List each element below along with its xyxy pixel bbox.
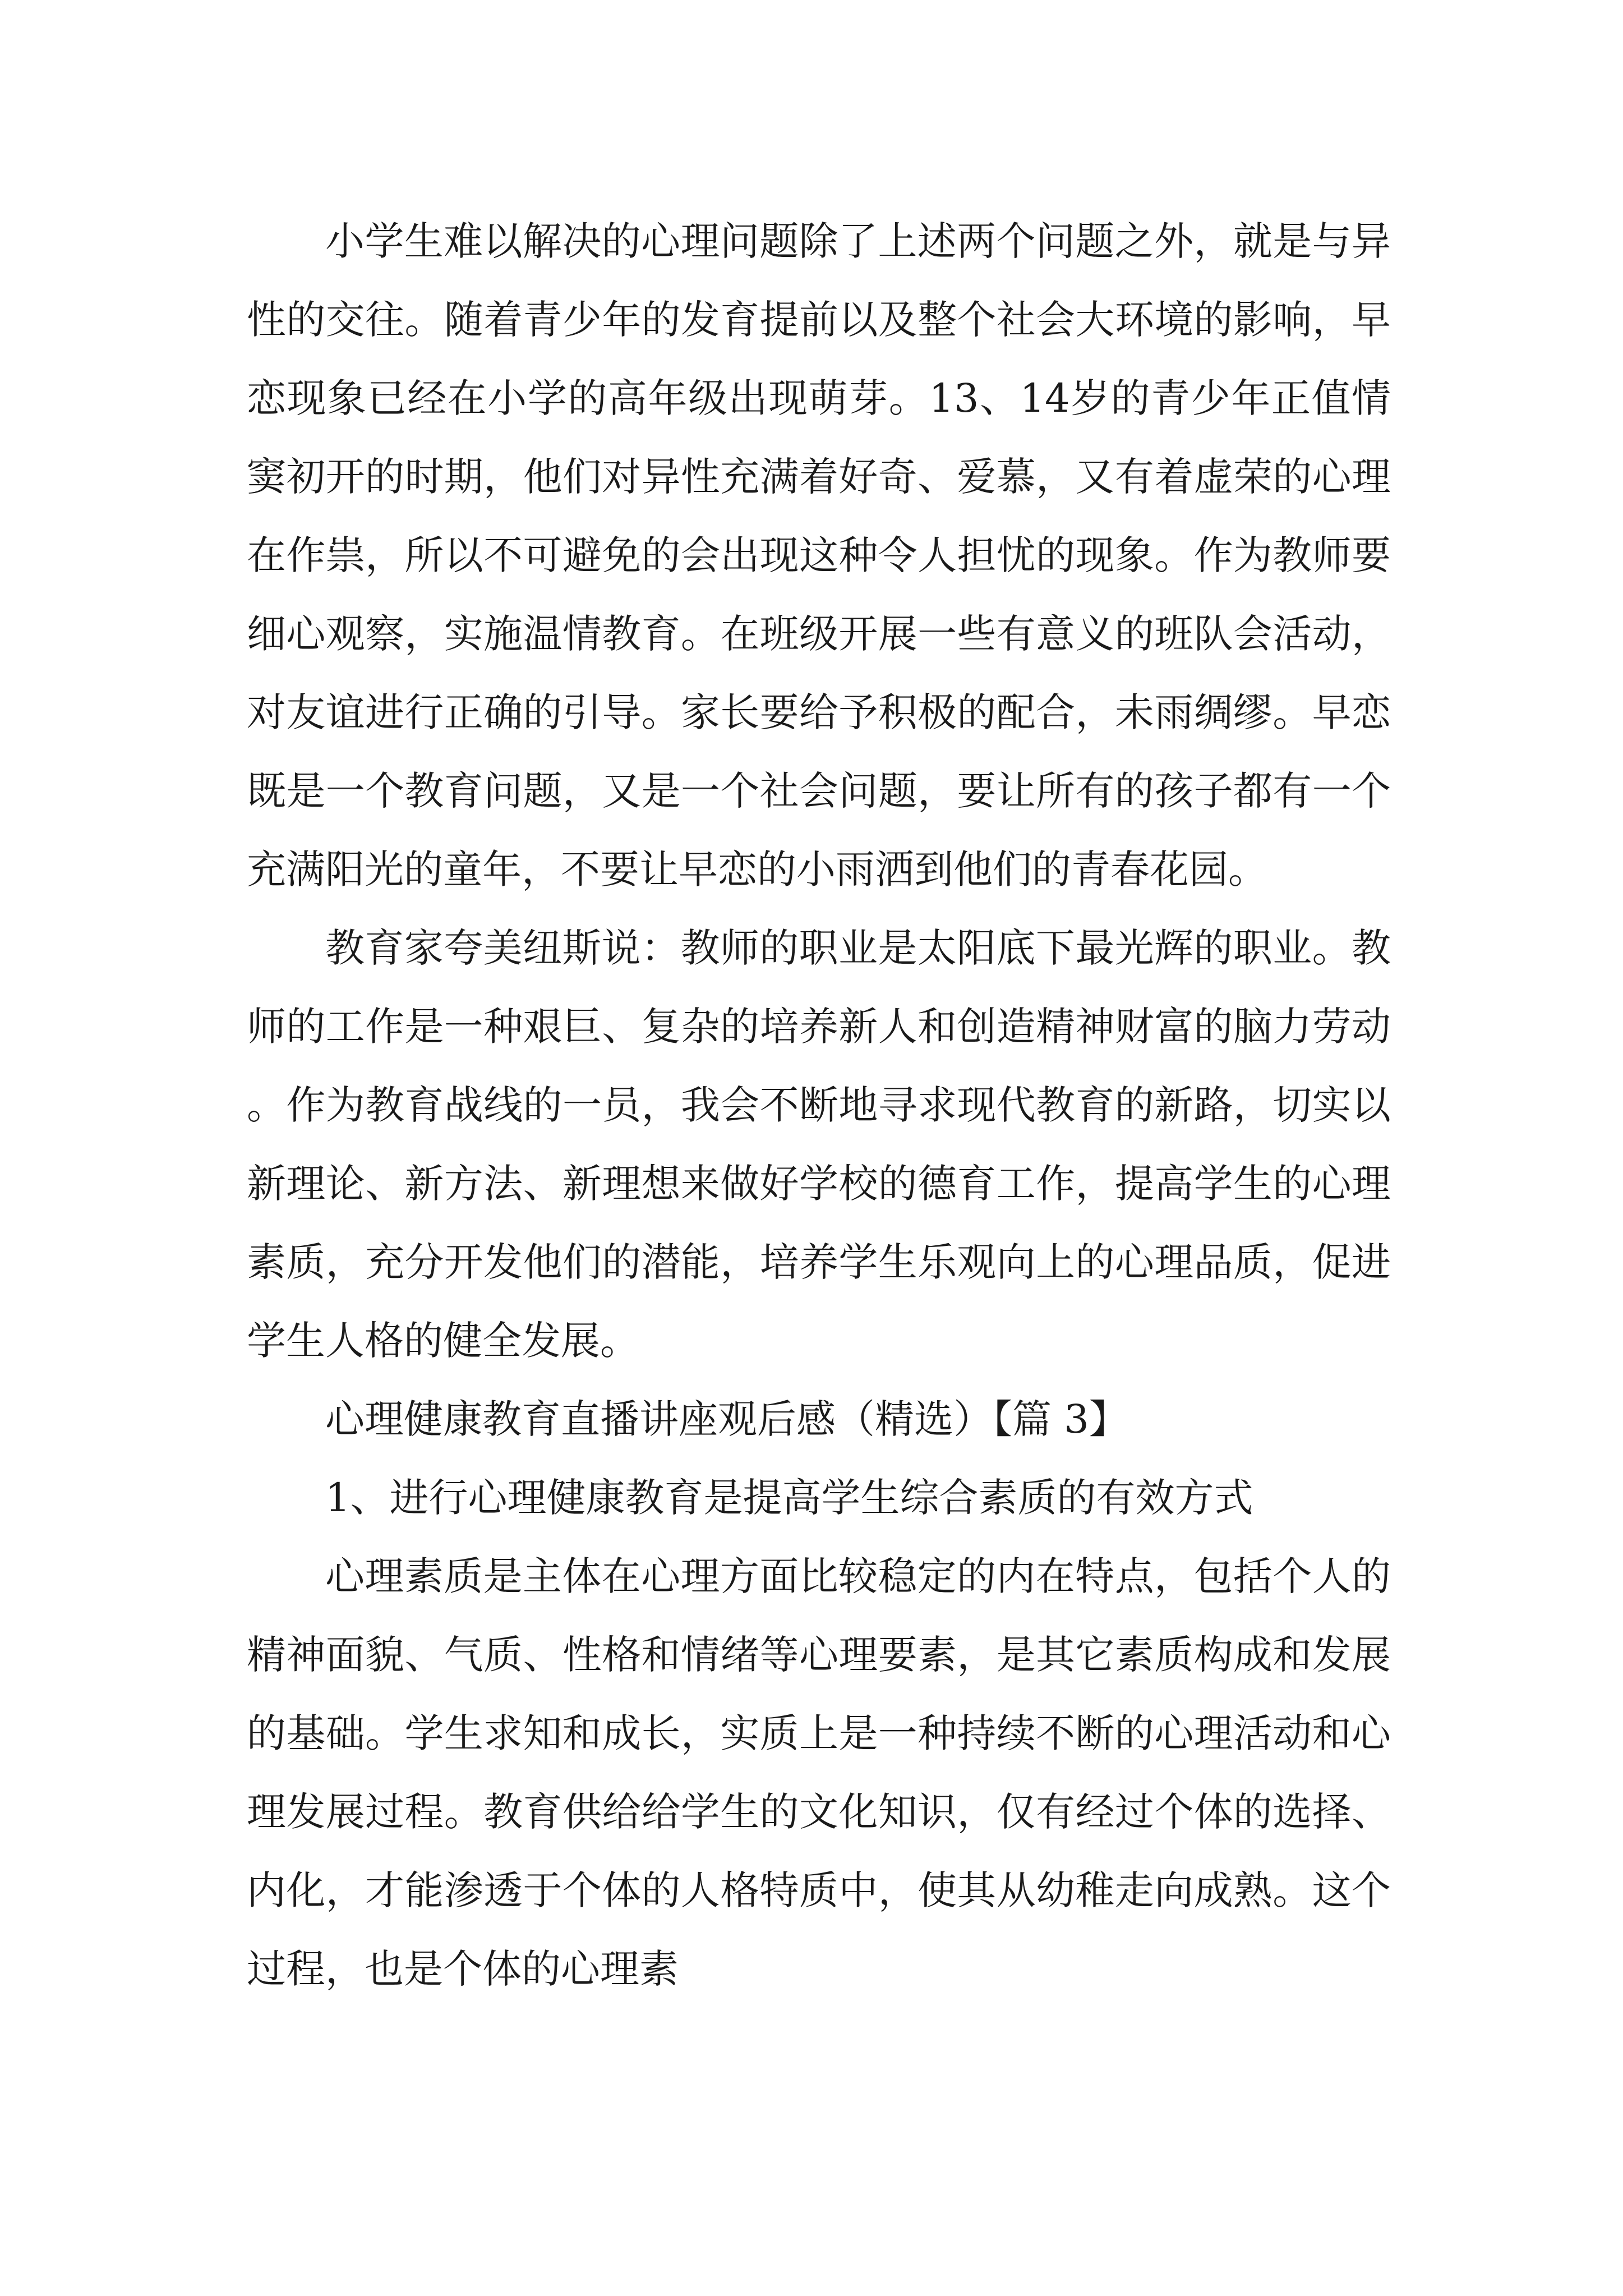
paragraph-psychological-quality: 心理素质是主体在心理方面比较稳定的内在特点，包括个人的精神面貌、气质、性格和情绪等心理要素，是其它素质构成和发展的基础。学生求知和成长，实质上是一种持续不断的心理活动和心理发展过程。教育供给给学生的文化知识，仅有经过个体的选择、内化，才能渗透于个体的人格特质中，使其从幼稚走向成熟。这个过程，也是个体的心理素 — [247, 1553, 1391, 1992]
document-body — [247, 202, 1391, 2008]
paragraph-early-romance: 小学生难以解决的心理问题除了上述两个问题之外，就是与异性的交往。随着青少年的发育提前以及整个社会大环境的影响，早恋现象已经在小学的高年级出现萌芽。13、14岁的青少年正值情窦初开的时期，他们对异性充满着好奇、爱慕，又有着虚荣的心理在作祟，所以不可避免的会出现这种令人担忧的现象。作为教师要细心观察，实施温情教育。在班级开展一些有意义的班队会活动，对友谊进行正确的引导。家长要给予积极的配合，未雨绸缪。早恋既是一个教育问题，又是一个社会问题，要让所有的孩子都有一个充满阳光的童年，不要让早恋的小雨洒到他们的青春花园。 — [247, 218, 1391, 892]
subheading: 1、进行心理健康教育是提高学生综合素质的有效方式 — [325, 1475, 1253, 1521]
section-title: 心理健康教育直播讲座观后感（精选）【篇 3】 — [325, 1396, 1128, 1442]
paragraph-teacher-profession: 教育家夸美纽斯说：教师的职业是太阳底下最光辉的职业。教师的工作是一种艰巨、复杂的培养新人和创造精神财富的脑力劳动。作为教育战线的一员，我会不断地寻求现代教育的新路，切实以新理论、新方法、新理想来做好学校的德育工作，提高学生的心理素质，充分开发他们的潜能，培养学生乐观向上的心理品质，促进学生人格的健全发展。 — [247, 925, 1391, 1364]
